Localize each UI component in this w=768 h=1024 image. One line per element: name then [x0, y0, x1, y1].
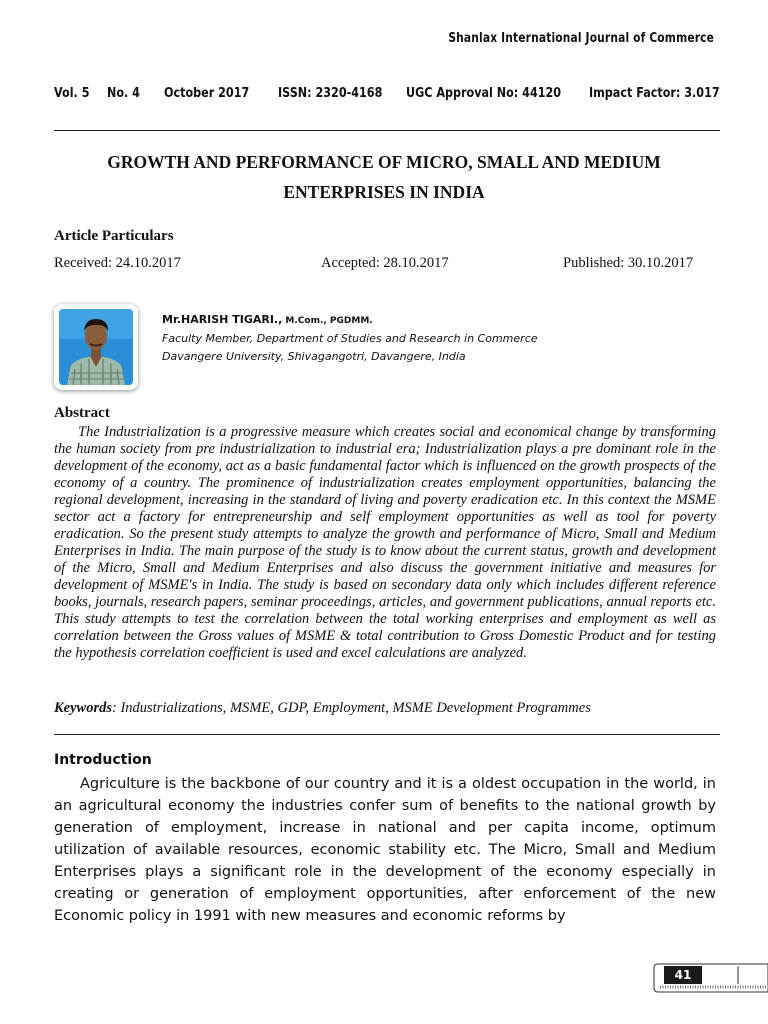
author-block — [162, 311, 538, 366]
journal-name: Shanlax International Journal of Commerce — [448, 31, 714, 46]
title-line-2: ENTERPRISES IN INDIA — [283, 182, 485, 202]
author-photo-icon — [59, 309, 133, 385]
keywords-list: : Industrializations, MSME, GDP, Employment, MSME Development Programmes — [112, 700, 591, 716]
abstract-heading: Abstract — [54, 405, 110, 421]
author-name: Mr.HARISH TIGARI., — [162, 313, 283, 326]
received-date: Received: 24.10.2017 — [54, 255, 181, 271]
author-affiliation-1: Faculty Member, Department of Studies and Research in Commerce — [162, 332, 538, 345]
accepted-date: Accepted: 28.10.2017 — [321, 255, 449, 271]
volume: Vol. 5 — [54, 86, 90, 101]
header-rule — [54, 130, 720, 131]
article-particulars-label: Article Particulars — [54, 228, 174, 244]
abstract-text: The Industrialization is a progressive measure which creates social and economical change by transforming the human society from pre industrialization to industrial era; Industrialization plays a pre dominant role in the development of the economy, act as a basic fundamental factor which is influenced on the growth prospects of the economy of a country. The prominence of industrialization creates employment opportunities, balancing the regional development, increasing in the standard of living and poverty eradication etc. In this context the MSME sector act a factory for entrepreneurship and self employment opportunities as well as tool for poverty eradication. So the present study attempts to analyze the growth and performance of Micro, Small and Medium Enterprises in India. The main purpose of the study is to know about the current status, growth and development of the Micro, Small and Medium Enterprises and also discuss the government initiative and measures for development of MSME's in India. The study is based on secondary data only which includes different reference books, journals, research papers, seminar proceedings, articles, and government publications, annual reports etc. This study attempts to test the correlation between the total working enterprises and employment as well as correlation between the Gross values of MSME & total contribution to Gross Domestic Product and for testing the hypothesis correlation coefficient is used and excel calculations are analyzed. — [54, 424, 716, 661]
keywords — [54, 700, 716, 717]
keywords-label: Keywords — [54, 700, 112, 716]
title-line-1: GROWTH AND PERFORMANCE OF MICRO, SMALL AND MEDIUM — [107, 152, 661, 172]
introduction-text: Agriculture is the backbone of our country and it is a oldest occupation in the world, in an agricultural economy the industries confer sum of benefits to the national growth by generation of employment, increase in national and per capita income, optimum utilization of available resources, economic stability etc. The Micro, Small and Medium Enterprises plays a significant role in the development of the economy especially in creating or generation of employment opportunities, after enforcement of the new Economic policy in 1991 with new measures and economic reforms by — [54, 776, 716, 924]
ugc-approval: UGC Approval No: 44120 — [406, 86, 562, 101]
issn: ISSN: 2320-4168 — [278, 86, 383, 101]
issue-date: October 2017 — [164, 86, 250, 101]
page-number: 41 — [674, 968, 692, 982]
impact-factor: Impact Factor: 3.017 — [589, 86, 720, 101]
issue-number: No. 4 — [107, 86, 140, 101]
published-date: Published: 30.10.2017 — [563, 255, 694, 271]
author-degrees: M.Com., PGDMM. — [282, 316, 373, 326]
introduction-heading: Introduction — [54, 752, 152, 768]
author-affiliation-2: Davangere University, Shivagangotri, Davangere, India — [162, 350, 466, 363]
author-name-line — [162, 311, 538, 330]
abstract-rule — [54, 734, 720, 735]
author-photo — [54, 304, 138, 390]
article-title — [54, 147, 714, 207]
